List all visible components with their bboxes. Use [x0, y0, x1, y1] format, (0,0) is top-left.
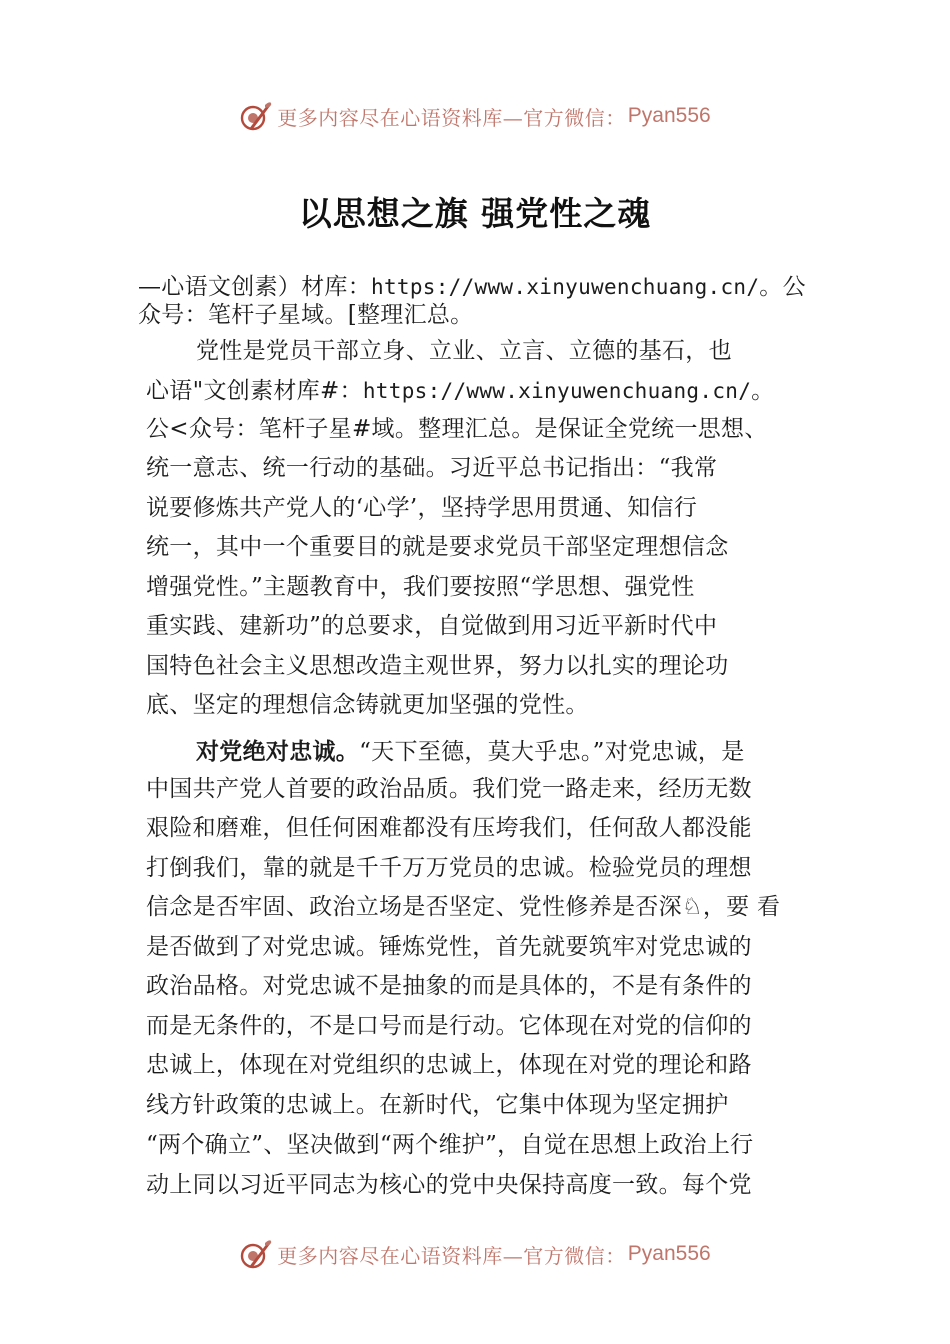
para2-line: 艰险和磨难，但任何困难都没有压垮我们，任何敌人都没能 — [146, 815, 752, 841]
para1-line: 公<众号：笔杆子星#域。整理汇总。是保证全党统一思想、 — [146, 416, 768, 442]
intro-line-1: —心语文创素）材库：https://www.xinyuwenchuang.cn/。公 — [138, 274, 806, 300]
watermark-footer — [0, 1234, 950, 1274]
source-url: https://www.xinyuwenchuang.cn/ — [362, 379, 752, 403]
watermark-wechat-id: Pyan556 — [627, 104, 711, 127]
watermark-wechat-id: Pyan556 — [627, 1242, 711, 1265]
para1-line: 心语"文创素材库#：https://www.xinyuwenchuang.cn/。 — [146, 378, 775, 404]
para1-line: 党性是党员干部立身、立业、立言、立德的基石，也 — [196, 338, 732, 364]
document-title: 以思想之旗 强党性之魂 — [298, 194, 652, 233]
watermark-text: 更多内容尽在心语资料库—官方微信： — [277, 1243, 626, 1268]
quill-logo-icon — [239, 1237, 273, 1271]
intro-text: —心语文创素）材库： — [138, 274, 371, 300]
para1-line: 统一意志、统一行动的基础。习近平总书记指出：“我常 — [146, 455, 718, 481]
para2-line: 对党绝对忠诚。“天下至德，莫大乎忠。”对党忠诚，是 — [196, 739, 745, 765]
quill-logo-icon — [239, 99, 273, 133]
para2-line: 政治品格。对党忠诚不是抽象的而是具体的，不是有条件的 — [146, 973, 752, 999]
para2-line: “两个确立”、坚决做到“两个维护”，自觉在思想上政治上行 — [146, 1132, 754, 1158]
watermark-text: 更多内容尽在心语资料库—官方微信： — [277, 105, 626, 130]
para1-line: 国特色社会主义思想改造主观世界，努力以扎实的理论功 — [146, 653, 729, 679]
para2-line: 线方针政策的忠诚上。在新时代，它集中体现为坚定拥护 — [146, 1092, 729, 1118]
para1-line: 统一，其中一个重要目的就是要求党员干部坚定理想信念 — [146, 534, 729, 560]
para1-line: 说要修炼共产党人的‘心学’，坚持学思用贯通、知信行 — [146, 495, 698, 521]
para2-line: 信念是否牢固、政治立场是否坚定、党性修养是否深♘，要 看 — [146, 894, 781, 920]
para1-line: 底、坚定的理想信念铸就更加坚强的党性。 — [146, 692, 589, 718]
para2-line: 打倒我们，靠的就是千千万万党员的忠诚。检验党员的理想 — [146, 855, 752, 881]
section-heading: 对党绝对忠诚。 — [196, 739, 360, 765]
para2-line: 中国共产党人首要的政治品质。我们党一路走来，经历无数 — [146, 776, 752, 802]
watermark-header — [0, 96, 950, 136]
source-url: https://www.xinyuwenchuang.cn/ — [371, 275, 760, 299]
para2-line: 是否做到了对党忠诚。锤炼党性，首先就要筑牢对党忠诚的 — [146, 934, 752, 960]
para2-line: 而是无条件的，不是口号而是行动。它体现在对党的信仰的 — [146, 1013, 752, 1039]
para2-line: 动上同以习近平同志为核心的党中央保持高度一致。每个党 — [146, 1172, 752, 1198]
para1-line: 增强党性。”主题教育中，我们要按照“学思想、强党性 — [146, 574, 695, 600]
para1-line: 重实践、建新功”的总要求，自觉做到用习近平新时代中 — [146, 613, 718, 639]
intro-line-2: 众号：笔杆子星域。[整理汇总。 — [138, 302, 474, 328]
para2-line: 忠诚上，体现在对党组织的忠诚上，体现在对党的理论和路 — [146, 1052, 752, 1078]
